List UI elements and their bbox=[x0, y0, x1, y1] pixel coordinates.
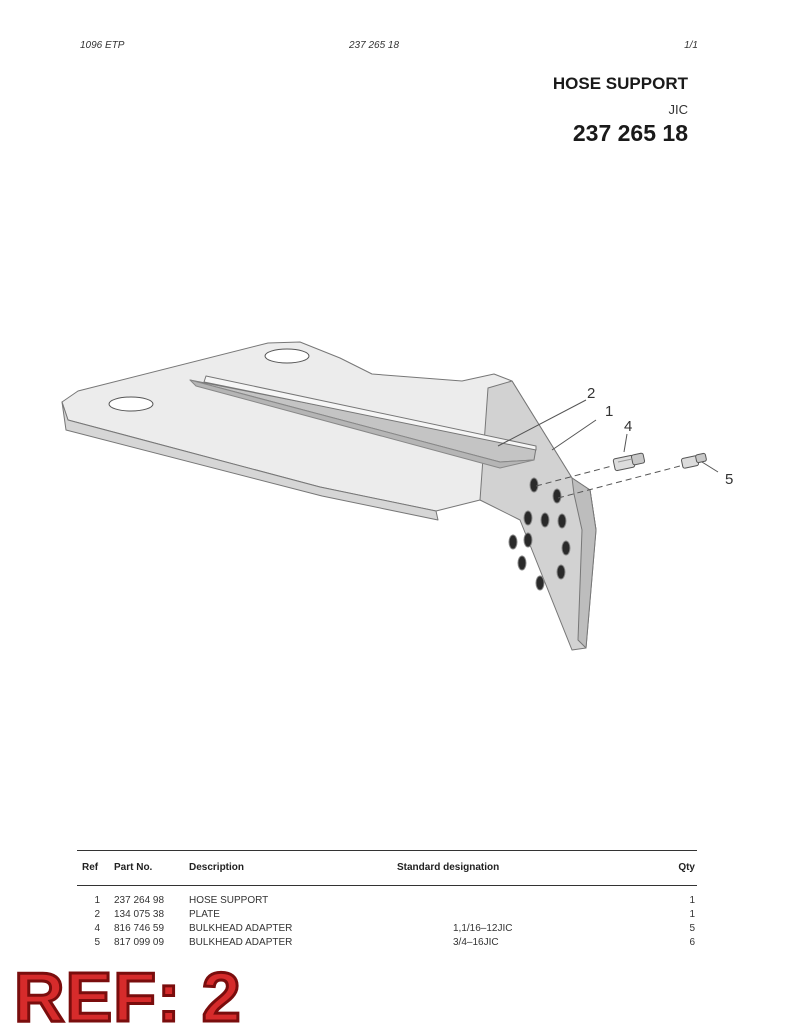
assembly-part-number: 237 265 18 bbox=[572, 120, 688, 146]
row-standard: 3/4–16JIC bbox=[453, 937, 499, 948]
table-top-rule bbox=[77, 850, 697, 851]
callout-5: 5 bbox=[725, 471, 734, 488]
bulkhead-adapter-4 bbox=[613, 453, 645, 471]
row-part-no: 134 075 38 bbox=[114, 909, 165, 920]
row-qty: 1 bbox=[689, 895, 695, 906]
reference-stamp: REF: 2 bbox=[14, 958, 242, 1036]
row-description: PLATE bbox=[189, 909, 220, 920]
row-ref: 4 bbox=[94, 923, 100, 934]
row-ref: 5 bbox=[94, 937, 100, 948]
header-page-number: 1/1 bbox=[684, 40, 698, 51]
col-header-qty: Qty bbox=[678, 862, 695, 873]
row-description: BULKHEAD ADAPTER bbox=[189, 923, 293, 934]
table-row bbox=[77, 937, 697, 951]
callout-2: 2 bbox=[587, 385, 596, 402]
header-part-number: 237 265 18 bbox=[349, 40, 400, 51]
row-standard: 1,1/16–12JIC bbox=[453, 923, 513, 934]
row-ref: 1 bbox=[94, 895, 100, 906]
row-qty: 6 bbox=[689, 937, 695, 948]
hose-support-bracket bbox=[62, 342, 596, 650]
bulkhead-adapter-5 bbox=[681, 453, 707, 469]
row-part-no: 816 746 59 bbox=[114, 923, 165, 934]
row-description: HOSE SUPPORT bbox=[189, 895, 269, 906]
row-qty: 1 bbox=[689, 909, 695, 920]
row-qty: 5 bbox=[689, 923, 695, 934]
col-header-ref: Ref bbox=[82, 862, 99, 873]
callout-1: 1 bbox=[605, 403, 614, 420]
assembly-title: HOSE SUPPORT bbox=[552, 74, 688, 93]
assembly-variant: JIC bbox=[668, 102, 688, 117]
header-doc-code: 1096 ETP bbox=[80, 40, 125, 51]
table-row bbox=[77, 909, 697, 923]
row-part-no: 237 264 98 bbox=[114, 895, 165, 906]
row-ref: 2 bbox=[94, 909, 100, 920]
table-header-rule bbox=[77, 885, 697, 886]
table-row bbox=[77, 895, 697, 909]
table-row bbox=[77, 923, 697, 937]
callout-4: 4 bbox=[624, 418, 633, 435]
row-description: BULKHEAD ADAPTER bbox=[189, 937, 293, 948]
row-part-no: 817 099 09 bbox=[114, 937, 165, 948]
col-header-description: Description bbox=[189, 862, 245, 873]
col-header-part-no: Part No. bbox=[114, 862, 153, 873]
callout-labels bbox=[587, 385, 733, 488]
col-header-standard: Standard designation bbox=[397, 862, 500, 873]
